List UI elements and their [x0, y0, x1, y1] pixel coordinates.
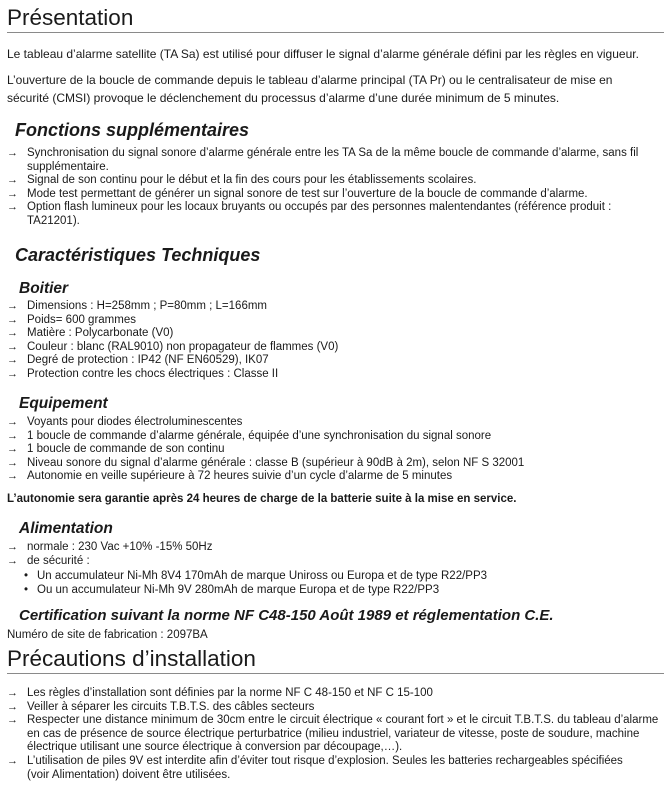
autonomie-note: L’autonomie sera garantie après 24 heures de charge de la batterie suite à la mise en service.: [7, 493, 517, 505]
arrow-icon: →: [7, 187, 18, 200]
arrow-icon: →: [7, 541, 18, 553]
arrow-icon: →: [7, 754, 18, 767]
arrow-icon: →: [7, 714, 18, 727]
list-item: → 1 boucle de commande de son continu: [7, 443, 225, 456]
fonctions-heading: Fonctions supplémentaires: [15, 120, 250, 140]
list-item: → normale : 230 Vac +10% -15% 50Hz: [7, 541, 213, 553]
list-item: → Protection contre les chocs électriques : Classe II: [7, 367, 279, 380]
presentation-paragraph-1: Le tableau d’alarme satellite (TA Sa) est utilisé pour diffuser le signal d’alarme générale défini par les règles en vigueur.: [7, 47, 639, 61]
list-item: → Dimensions : H=258mm ; P=80mm ; L=166mm: [7, 300, 267, 312]
caracteristiques-heading: Caractéristiques Techniques: [15, 245, 261, 265]
presentation-heading: Présentation: [7, 4, 664, 33]
site-number: Numéro de site de fabrication : 2097BA: [7, 629, 208, 641]
arrow-icon: →: [7, 367, 18, 380]
list-item: → Option flash lumineux pour les locaux bruyants ou occupés par des personnes malentendantes (référence produit : TA21201).: [7, 201, 612, 227]
precautions-heading: Précautions d’installation: [7, 645, 664, 674]
arrow-icon: →: [7, 313, 18, 326]
list-item: → Synchronisation du signal sonore d’alarme générale entre les TA Sa de la même boucle de commande d’alarme, sans fil supplémentaire.: [7, 147, 639, 173]
arrow-icon: →: [7, 554, 18, 567]
list-item: → L’utilisation de piles 9V est interdite afin d’éviter tout risque d’explosion. Seules les batteries rechargeables spécifiées (voir Alimentation) doivent être utilisées.: [7, 754, 623, 781]
list-item: → Degré de protection : IP42 (NF EN60529), IK07: [7, 354, 269, 367]
bullet-icon: •: [24, 584, 29, 596]
list-item: → Mode test permettant de générer un signal sonore de test sur l’ouverture de la boucle de commande d’alarme.: [7, 187, 588, 200]
arrow-icon: →: [7, 700, 18, 713]
list-item: → Respecter une distance minimum de 30cm entre le circuit électrique « courant fort » et le circuit T.B.T.S. du tableau d’alarme en cas de présence de source électrique perturbatrice (milieu industriel, variateur de vitesse, poste de soudure, machine électrique utilisant une source électrique à conversion par découpage,…).: [7, 714, 659, 754]
arrow-icon: →: [7, 147, 18, 159]
fonctions-list: [7, 147, 667, 229]
alimentation-list: [7, 541, 667, 568]
arrow-icon: →: [7, 340, 18, 353]
list-item: → Les règles d’installation sont définies par la norme NF C 48-150 et NF C 15-100: [7, 687, 433, 699]
alimentation-heading: Alimentation: [19, 520, 113, 537]
list-item: → Voyants pour diodes électroluminescentes: [7, 416, 243, 428]
arrow-icon: →: [7, 174, 18, 187]
arrow-icon: →: [7, 300, 18, 312]
arrow-icon: →: [7, 416, 18, 428]
list-item: → Autonomie en veille supérieure à 72 heures suivie d’un cycle d’alarme de 5 minutes: [7, 470, 453, 483]
certification-heading: Certification suivant la norme NF C48-150 Août 1989 et réglementation C.E.: [19, 607, 554, 624]
arrow-icon: →: [7, 443, 18, 456]
arrow-icon: →: [7, 429, 18, 442]
equipement-heading: Equipement: [19, 395, 108, 412]
list-item: → de sécurité :: [7, 554, 90, 567]
list-item: → Couleur : blanc (RAL9010) non propagateur de flammes (V0): [7, 340, 339, 353]
equipement-list: [7, 416, 667, 484]
arrow-icon: →: [7, 354, 18, 367]
bullet-icon: •: [24, 570, 29, 582]
list-item: • Un accumulateur Ni-Mh 8V4 170mAh de marque Uniross ou Europa et de type R22/PP3: [24, 570, 488, 582]
list-item: → Poids= 600 grammes: [7, 313, 136, 326]
arrow-icon: →: [7, 327, 18, 340]
list-item: → 1 boucle de commande d’alarme générale, équipée d’une synchronisation du signal sonore: [7, 429, 492, 442]
boitier-heading: Boitier: [19, 280, 69, 297]
precautions-list: [7, 687, 667, 782]
list-item: • Ou un accumulateur Ni-Mh 9V 280mAh de marque Europa et de type R22/PP3: [24, 584, 440, 596]
presentation-paragraph-2: L’ouverture de la boucle de commande depuis le tableau d’alarme principal (TA Pr) ou le centralisateur de mise en sécurité (CMSI) provoque le déclenchement du processus d’alarme d’une durée minimum de 5 minutes.: [7, 73, 613, 105]
list-item: → Veiller à séparer les circuits T.B.T.S. des câbles secteurs: [7, 700, 315, 713]
arrow-icon: →: [7, 456, 18, 469]
list-item: → Signal de son continu pour le début et la fin des cours pour les établissements scolaires.: [7, 174, 477, 187]
arrow-icon: →: [7, 201, 18, 214]
arrow-icon: →: [7, 470, 18, 483]
arrow-icon: →: [7, 687, 18, 699]
list-item: → Matière : Polycarbonate (V0): [7, 327, 174, 340]
list-item: → Niveau sonore du signal d’alarme générale : classe B (supérieur à 90dB à 2m), selon NF S 32001: [7, 456, 525, 469]
alimentation-sublist: [22, 569, 487, 597]
boitier-list: [7, 300, 667, 382]
